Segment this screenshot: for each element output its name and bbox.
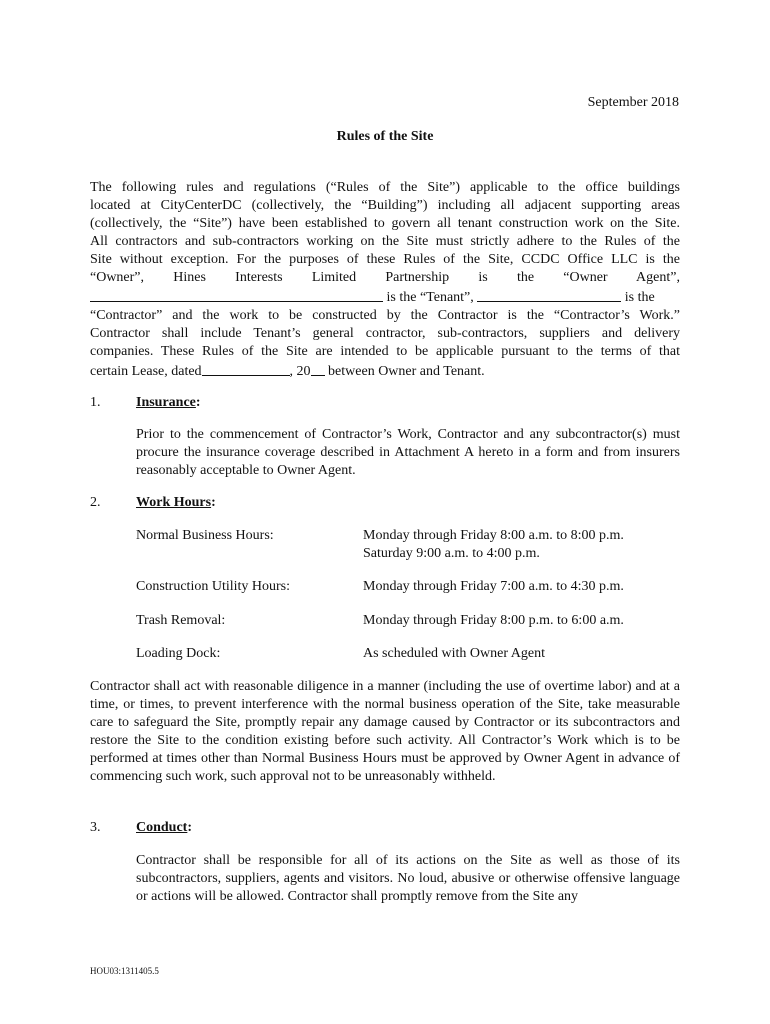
conduct-paragraph: Contractor shall be responsible for all of its actions on the Site as well as those of its subcontractors, suppliers, agents and visitors. No loud, abusive or otherwise offensive language or actions will be allowed. Contractor shall promptly remove from the Site any bbox=[136, 853, 680, 904]
tenant-name-blank[interactable] bbox=[477, 287, 621, 302]
work-hours-paragraph: Contractor shall act with reasonable diligence in a manner (including the use of overtime labor) and at a time, or times, to prevent interference with the normal business operation of the Site, take measurable care to safeguard the Site, promptly repair any damage caused by Contractor or its subcontractors and restore the Site to the condition existing before such activity. All Contractor’s Work which is to be performed at times other than Normal Business Hours must be approved by Owner Agent in advance of commencing such work, such approval not to be unreasonably withheld. bbox=[90, 679, 680, 784]
section-heading-work-hours bbox=[90, 494, 216, 512]
intro-line: “Owner”, Hines Interests Limited Partnership is the “Owner Agent”, bbox=[90, 270, 680, 285]
intro-paragraph bbox=[90, 179, 680, 381]
intro-line: (collectively, the “Site”) have been established to govern all tenant construction work on the Site. bbox=[90, 216, 680, 231]
lease-year-prefix: , 20 bbox=[289, 364, 311, 379]
hours-value: As scheduled with Owner Agent bbox=[363, 646, 545, 661]
hours-label: Normal Business Hours: bbox=[136, 528, 274, 543]
intro-line-tenant bbox=[90, 287, 680, 307]
lease-parties: between Owner and Tenant. bbox=[324, 364, 485, 379]
intro-line: companies. These Rules of the Site are intended to be applicable pursuant to the terms of that bbox=[90, 344, 680, 359]
intro-line-lease bbox=[90, 361, 680, 381]
hours-value-saturday: Saturday 9:00 a.m. to 4:00 p.m. bbox=[363, 546, 540, 561]
section-number: 1. bbox=[90, 395, 101, 410]
intro-line: Site without exception. For the purposes of these Rules of the Site, CCDC Office LLC is the bbox=[90, 252, 680, 267]
hours-value: Monday through Friday 8:00 p.m. to 6:00 a.m. bbox=[363, 613, 624, 628]
hours-label: Trash Removal: bbox=[136, 613, 226, 628]
hours-value: Monday through Friday 8:00 a.m. to 8:00 p.m. bbox=[363, 528, 624, 543]
hours-value: Monday through Friday 7:00 a.m. to 4:30 p.m. bbox=[363, 579, 624, 594]
intro-line: All contractors and sub-contractors working on the Site must strictly adhere to the Rules of the bbox=[90, 234, 680, 249]
lease-year-blank[interactable] bbox=[311, 361, 325, 376]
section-title: Insurance bbox=[136, 395, 196, 410]
intro-line: The following rules and regulations (“Rules of the Site”) applicable to the office buildings bbox=[90, 180, 680, 195]
section-number: 3. bbox=[90, 820, 101, 835]
document-title: Rules of the Site bbox=[336, 129, 434, 144]
insurance-paragraph: Prior to the commencement of Contractor’s Work, Contractor and any subcontractor(s) must procure the insurance coverage described in Attachment A hereto in a form and from insurers reasonably acceptable to Owner Agent. bbox=[136, 427, 680, 478]
lease-label: certain Lease, dated bbox=[90, 364, 202, 379]
intro-line: Contractor shall include Tenant’s general contractor, sub-contractors, suppliers and delivery bbox=[90, 326, 680, 341]
section-heading-conduct bbox=[90, 819, 192, 837]
intro-line: located at CityCenterDC (collectively, the “Building”) including all adjacent supporting areas bbox=[90, 198, 680, 213]
section-title: Conduct bbox=[136, 820, 188, 835]
section-title: Work Hours bbox=[136, 495, 212, 510]
hours-label: Construction Utility Hours: bbox=[136, 579, 290, 594]
document-id-footer: HOU03:1311405.5 bbox=[90, 966, 159, 976]
hours-label: Loading Dock: bbox=[136, 646, 221, 661]
intro-line: “Contractor” and the work to be constructed by the Contractor is the “Contractor’s Work.” bbox=[90, 308, 680, 323]
section-colon: : bbox=[195, 395, 201, 410]
contractor-label: is the bbox=[621, 290, 655, 305]
lease-date-blank[interactable] bbox=[202, 361, 290, 376]
document-date: September 2018 bbox=[587, 95, 679, 110]
section-heading-insurance bbox=[90, 394, 201, 412]
section-number: 2. bbox=[90, 495, 101, 510]
contractor-name-blank[interactable] bbox=[90, 287, 383, 302]
tenant-label: is the “Tenant”, bbox=[383, 290, 478, 305]
section-colon: : bbox=[187, 820, 193, 835]
section-colon: : bbox=[211, 495, 216, 510]
